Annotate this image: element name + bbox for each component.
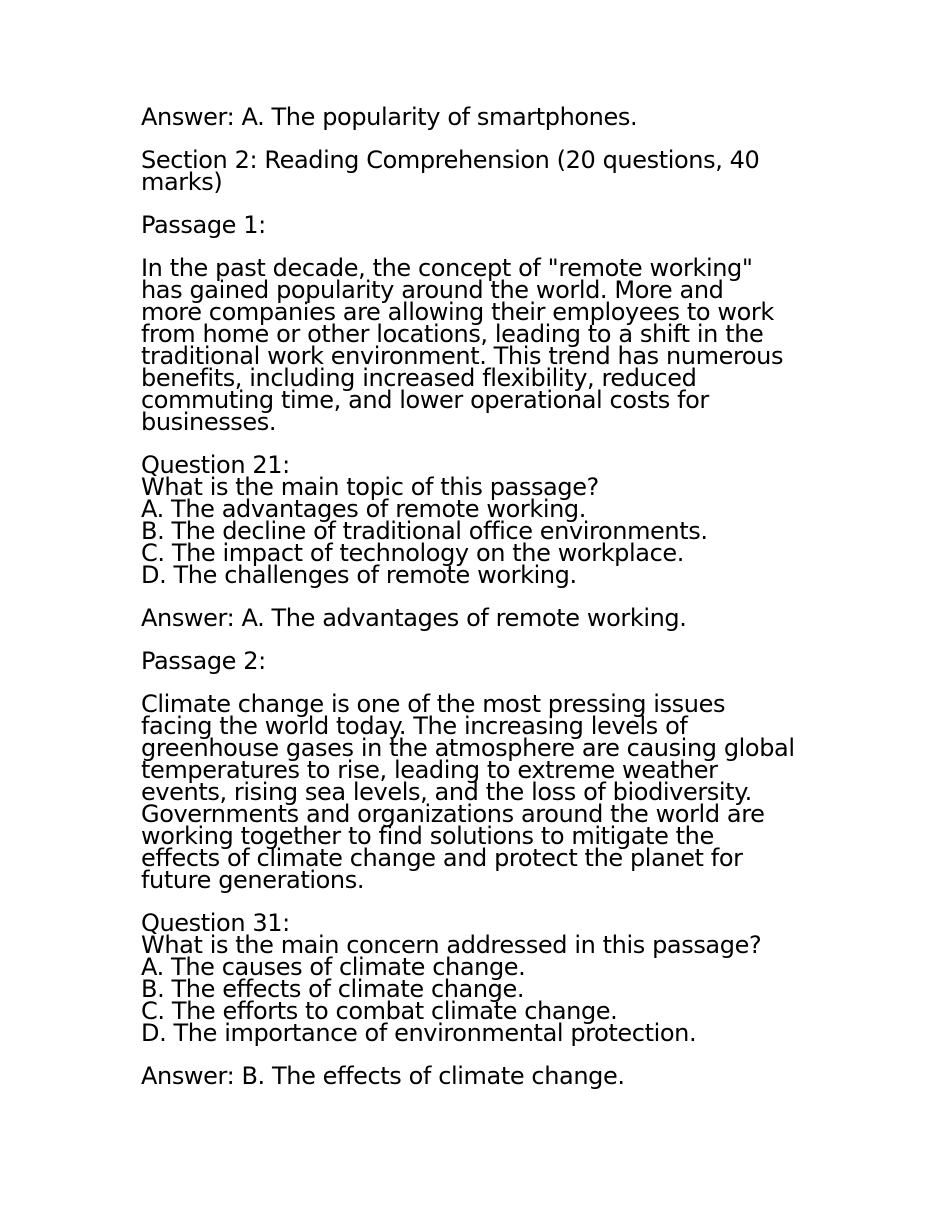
question-21 — [141, 451, 821, 589]
passage-2-line: Governments and organizations around the world are — [141, 800, 765, 828]
question-31-answer — [141, 1062, 821, 1090]
passage-1-line: traditional work environment. This trend has numerous — [141, 342, 784, 370]
passage-1-line: from home or other locations, leading to a shift in the — [141, 320, 764, 348]
passage-2-text — [141, 690, 821, 894]
passage-2-label-text: Passage 2: — [141, 647, 266, 675]
question-21-label: Question 21: — [141, 451, 290, 479]
question-31 — [141, 909, 821, 1047]
passage-2-line: future generations. — [141, 866, 365, 894]
passage-2-line: working together to find solutions to mitigate the — [141, 822, 714, 850]
passage-2-line: effects of climate change and protect the planet for — [141, 844, 743, 872]
question-31-answer-text: Answer: B. The effects of climate change. — [141, 1062, 625, 1090]
question-31-label: Question 31: — [141, 909, 290, 937]
passage-2-line: facing the world today. The increasing levels of — [141, 712, 688, 740]
question-31-option-c: C. The efforts to combat climate change. — [141, 997, 618, 1025]
previous-answer-text: Answer: A. The popularity of smartphones. — [141, 103, 638, 131]
section-heading — [141, 146, 821, 196]
question-21-answer — [141, 604, 821, 632]
question-21-option-b: B. The decline of traditional office environments. — [141, 517, 708, 545]
previous-answer — [141, 103, 821, 131]
question-21-answer-text: Answer: A. The advantages of remote working. — [141, 604, 687, 632]
passage-1-text — [141, 254, 821, 436]
passage-1-line: commuting time, and lower operational costs for — [141, 386, 709, 414]
passage-1-line: has gained popularity around the world. More and — [141, 276, 724, 304]
passage-1-line: In the past decade, the concept of "remote working" — [141, 254, 753, 282]
passage-2-line: temperatures to rise, leading to extreme weather — [141, 756, 718, 784]
question-21-prompt: What is the main topic of this passage? — [141, 473, 599, 501]
question-21-option-a: A. The advantages of remote working. — [141, 495, 586, 523]
passage-2-line: events, rising sea levels, and the loss of biodiversity. — [141, 778, 752, 806]
question-31-option-a: A. The causes of climate change. — [141, 953, 526, 981]
passage-1-line: benefits, including increased flexibility, reduced — [141, 364, 697, 392]
passage-1-line: businesses. — [141, 408, 277, 436]
passage-1-line: more companies are allowing their employees to work — [141, 298, 774, 326]
passage-2-label — [141, 647, 821, 675]
passage-2-line: Climate change is one of the most pressing issues — [141, 690, 726, 718]
question-21-option-d: D. The challenges of remote working. — [141, 561, 577, 589]
section-heading-line: Section 2: Reading Comprehension (20 questions, 40 — [141, 146, 760, 174]
question-31-prompt: What is the main concern addressed in this passage? — [141, 931, 762, 959]
section-heading-line: marks) — [141, 168, 223, 196]
question-31-option-b: B. The effects of climate change. — [141, 975, 525, 1003]
question-31-option-d: D. The importance of environmental protection. — [141, 1019, 697, 1047]
document-page — [141, 103, 821, 1108]
passage-2-line: greenhouse gases in the atmosphere are causing global — [141, 734, 795, 762]
passage-1-label-text: Passage 1: — [141, 211, 266, 239]
question-21-option-c: C. The impact of technology on the workplace. — [141, 539, 684, 567]
passage-1-label — [141, 211, 821, 239]
